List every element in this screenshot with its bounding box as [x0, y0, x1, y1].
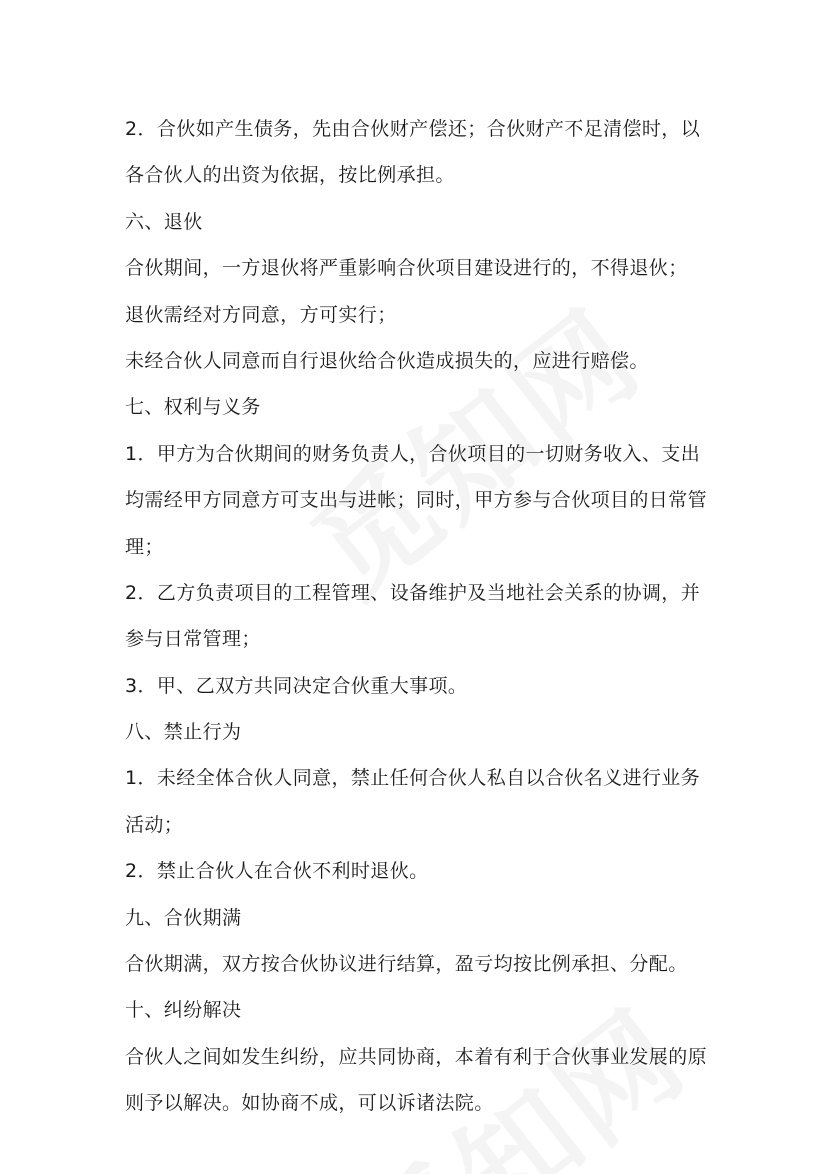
- paragraph-line: 各合伙人的出资为依据，按比例承担。: [125, 164, 455, 187]
- paragraph-line: 合伙期间，一方退伙将严重影响合伙项目建设进行的，不得退伙；: [125, 257, 688, 280]
- paragraph-line: 退伙需经对方同意，方可实行；: [125, 303, 397, 326]
- paragraph-line: 1．未经全体合伙人同意，禁止任何合伙人私自以合伙名义进行业务: [125, 767, 701, 790]
- paragraph-line: 1．甲方为合伙期间的财务负责人，合伙项目的一切财务收入、支出: [125, 442, 701, 465]
- paragraph-line: 合伙人之间如发生纠纷，应共同协商，本着有利于合伙事业发展的原: [125, 1045, 708, 1068]
- paragraph-line: 3．甲、乙双方共同决定合伙重大事项。: [125, 674, 468, 697]
- section-heading: 六、退伙: [125, 210, 203, 233]
- section-heading: 七、权利与义务: [125, 396, 261, 419]
- paragraph-line: 合伙期满，双方按合伙协议进行结算，盈亏均按比例承担、分配。: [125, 953, 688, 976]
- paragraph-line: 均需经甲方同意方可支出与进帐；同时，甲方参与合伙项目的日常管: [125, 489, 708, 512]
- section-heading: 八、禁止行为: [125, 721, 242, 744]
- paragraph-line: 2．合伙如产生债务，先由合伙财产偿还；合伙财产不足清偿时，以: [125, 118, 701, 140]
- paragraph-line: 理；: [125, 535, 164, 558]
- paragraph-line: 活动；: [125, 813, 184, 836]
- paragraph-line: 则予以解决。如协商不成，可以诉诸法院。: [125, 1092, 494, 1115]
- paragraph-line: 2．禁止合伙人在合伙不利时退伙。: [125, 860, 429, 883]
- section-heading: 十、纠纷解决: [125, 999, 242, 1022]
- paragraph-line: 2．乙方负责项目的工程管理、设备维护及当地社会关系的协调，并: [125, 581, 701, 604]
- paragraph-line: 未经合伙人同意而自行退伙给合伙造成损失的，应进行赔偿。: [125, 349, 649, 372]
- paragraph-line: 参与日常管理；: [125, 628, 261, 651]
- section-heading: 九、合伙期满: [125, 906, 242, 929]
- document-body: [125, 106, 715, 1127]
